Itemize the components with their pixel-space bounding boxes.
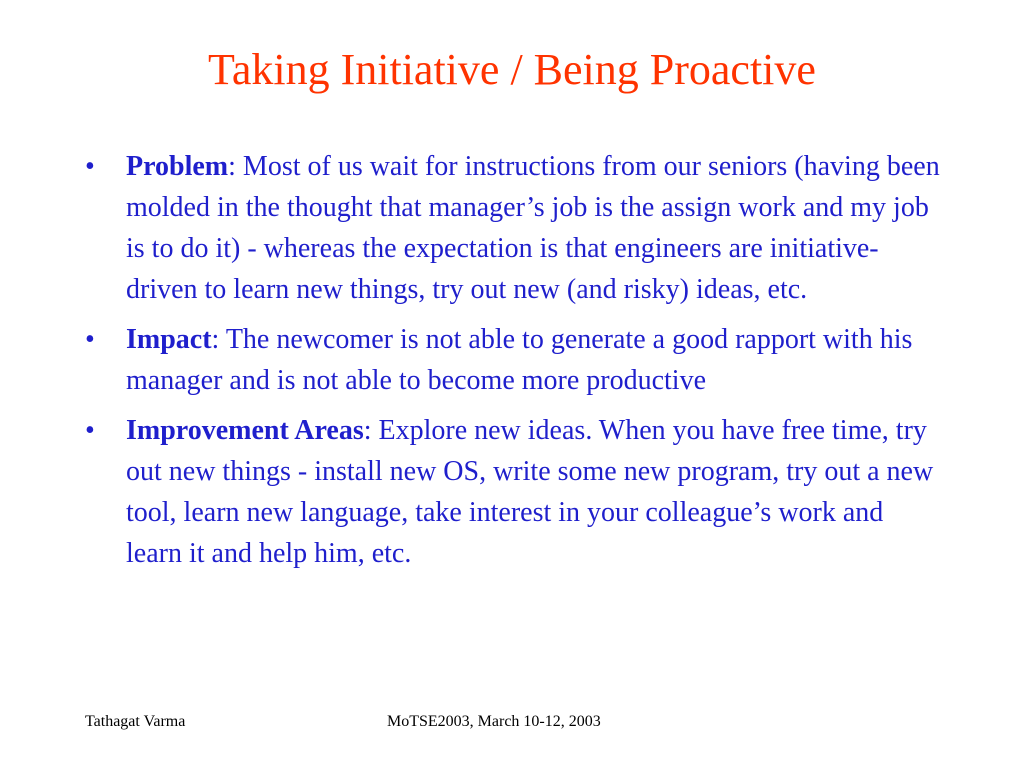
bullet-impact bbox=[85, 319, 945, 401]
bullet-improvement-areas bbox=[85, 410, 945, 574]
bullet-heading: Impact bbox=[126, 324, 212, 355]
bullet-heading: Improvement Areas bbox=[126, 415, 364, 446]
footer-event: MoTSE2003, March 10-12, 2003 bbox=[387, 713, 601, 730]
bullet-text: : Most of us wait for instructions from our seniors (having been molded in the thought that manager’s job is the assign work and my job is to do it) - whereas the expectation is that engineers are initiative-driven to learn new things, try out new (and risky) ideas, etc. bbox=[126, 151, 940, 305]
bullet-dot-icon: • bbox=[85, 415, 95, 446]
footer-author: Tathagat Varma bbox=[85, 713, 186, 730]
bullet-text: : Explore new ideas. When you have free time, try out new things - install new OS, write some new program, try out a new tool, learn new language, take interest in your colleague’s work and learn it and help him, etc. bbox=[126, 415, 934, 569]
slide-title: Taking Initiative / Being Proactive bbox=[208, 45, 816, 94]
bullet-text: : The newcomer is not able to generate a good rapport with his manager and is not able to become more productive bbox=[126, 324, 913, 396]
bullet-dot-icon: • bbox=[85, 324, 95, 355]
bullet-list bbox=[85, 146, 945, 583]
bullet-heading: Problem bbox=[126, 151, 229, 182]
bullet-dot-icon: • bbox=[85, 151, 95, 182]
bullet-problem bbox=[85, 146, 945, 310]
